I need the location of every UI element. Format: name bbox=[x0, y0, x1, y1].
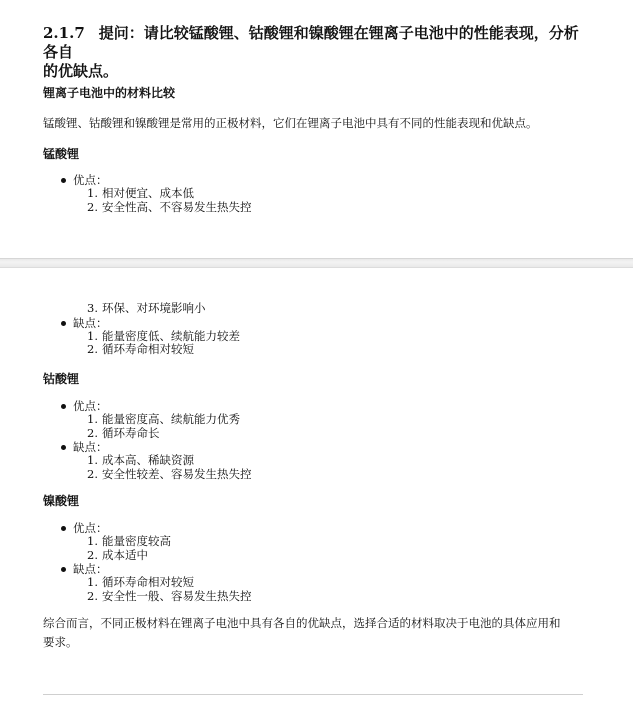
lmo-cons-list bbox=[73, 330, 585, 357]
list-item bbox=[87, 549, 585, 563]
list-number: 1. bbox=[87, 534, 98, 548]
lco-outer-list bbox=[43, 399, 585, 481]
list-number: 1. bbox=[87, 453, 98, 467]
lmo-pros-item bbox=[43, 173, 585, 214]
list-number: 2. bbox=[87, 425, 98, 440]
bullet-icon bbox=[61, 178, 66, 183]
lno-cons-item bbox=[43, 562, 585, 603]
list-text: 安全性一般、容易发生热失控 bbox=[102, 588, 252, 603]
list-number: 2. bbox=[87, 466, 98, 481]
list-item bbox=[87, 454, 585, 468]
intro-block bbox=[43, 114, 585, 133]
list-item bbox=[87, 343, 585, 357]
lco-cons-label: 缺点： bbox=[73, 440, 108, 454]
bullet-icon bbox=[61, 404, 66, 409]
bullet-icon bbox=[61, 321, 66, 326]
section-title-line2: 的优缺点。 bbox=[43, 62, 119, 80]
lmo-heading-block bbox=[43, 146, 585, 162]
section-heading-block bbox=[43, 24, 585, 81]
section-divider bbox=[43, 694, 583, 695]
lco-heading: 钴酸锂 bbox=[43, 372, 80, 386]
conclusion-block bbox=[43, 614, 585, 652]
section-number: 2.1.7 bbox=[43, 24, 85, 42]
lno-heading: 镍酸锂 bbox=[43, 494, 80, 508]
lmo-list-part1 bbox=[43, 173, 585, 214]
list-item bbox=[87, 576, 585, 590]
lmo-pros-list bbox=[73, 187, 585, 214]
list-item bbox=[87, 302, 585, 316]
list-item bbox=[87, 201, 585, 215]
lno-heading-block bbox=[43, 493, 585, 509]
lco-cons-item bbox=[43, 440, 585, 481]
list-text: 循环寿命长 bbox=[102, 425, 160, 440]
list-number: 3. bbox=[87, 301, 98, 315]
lco-list-block bbox=[43, 399, 585, 481]
list-text: 能量密度较高 bbox=[102, 534, 171, 548]
lno-cons-label: 缺点： bbox=[73, 562, 108, 576]
lco-heading-block bbox=[43, 371, 585, 387]
list-number: 2. bbox=[87, 199, 98, 214]
lmo-outer-list-continued bbox=[43, 316, 585, 357]
list-text: 相对便宜、成本低 bbox=[102, 186, 194, 200]
lno-pros-label: 优点： bbox=[73, 521, 108, 535]
list-item bbox=[87, 535, 585, 549]
list-text: 能量密度高、续航能力优秀 bbox=[102, 412, 240, 426]
subtitle-block bbox=[43, 85, 585, 101]
list-number: 1. bbox=[87, 575, 98, 589]
bullet-icon bbox=[61, 445, 66, 450]
lno-pros-list bbox=[73, 535, 585, 562]
bullet-icon bbox=[61, 567, 66, 572]
lno-cons-list bbox=[73, 576, 585, 603]
list-text: 成本适中 bbox=[102, 547, 148, 562]
lmo-cons-item bbox=[43, 316, 585, 357]
lno-pros-item bbox=[43, 521, 585, 562]
lmo-outer-list bbox=[43, 173, 585, 214]
bullet-icon bbox=[61, 526, 66, 531]
list-item bbox=[87, 330, 585, 344]
section-title-line1: 提问：请比较锰酸锂、钴酸锂和镍酸锂在锂离子电池中的性能表现，分析各自 bbox=[43, 24, 579, 61]
lmo-heading: 锰酸锂 bbox=[43, 147, 80, 161]
list-number: 2. bbox=[87, 588, 98, 603]
lmo-cons-label: 缺点： bbox=[73, 315, 108, 330]
list-text: 安全性较差、容易发生热失控 bbox=[102, 466, 252, 481]
list-number: 1. bbox=[87, 412, 98, 426]
list-number: 1. bbox=[87, 328, 98, 343]
lno-outer-list bbox=[43, 521, 585, 603]
document-page-1 bbox=[0, 0, 633, 258]
lco-pros-item bbox=[43, 399, 585, 440]
document-page-2 bbox=[0, 268, 633, 714]
list-item bbox=[87, 427, 585, 441]
conclusion-paragraph bbox=[43, 614, 585, 652]
list-item bbox=[87, 413, 585, 427]
conclusion-line1: 综合而言，不同正极材料在锂离子电池中具有各自的优缺点，选择合适的材料取决于电池的具体应用和 bbox=[43, 616, 561, 630]
list-item bbox=[87, 468, 585, 482]
list-number: 2. bbox=[87, 547, 98, 562]
list-text: 循环寿命相对较短 bbox=[102, 342, 194, 356]
list-text: 能量密度低、续航能力较差 bbox=[102, 328, 240, 343]
lmo-pros-list-continued bbox=[43, 302, 585, 316]
list-number: 2. bbox=[87, 342, 98, 356]
section-heading bbox=[43, 24, 585, 81]
subtitle: 锂离子电池中的材料比较 bbox=[43, 86, 176, 100]
lmo-pros-label: 优点： bbox=[73, 173, 108, 187]
page-break bbox=[0, 258, 633, 268]
list-text: 成本高、稀缺资源 bbox=[102, 453, 194, 467]
lco-pros-label: 优点： bbox=[73, 399, 108, 413]
list-text: 安全性高、不容易发生热失控 bbox=[102, 199, 252, 214]
list-item bbox=[87, 590, 585, 604]
list-text: 环保、对环境影响小 bbox=[102, 301, 206, 315]
list-text: 循环寿命相对较短 bbox=[102, 575, 194, 589]
intro-paragraph: 锰酸锂、钴酸锂和镍酸锂是常用的正极材料，它们在锂离子电池中具有不同的性能表现和优缺点。 bbox=[43, 116, 538, 130]
lco-pros-list bbox=[73, 413, 585, 440]
list-item bbox=[87, 187, 585, 201]
lno-list-block bbox=[43, 521, 585, 603]
lmo-list-part2 bbox=[43, 302, 585, 357]
conclusion-line2: 要求。 bbox=[43, 635, 78, 649]
lco-cons-list bbox=[73, 454, 585, 481]
list-number: 1. bbox=[87, 186, 98, 200]
